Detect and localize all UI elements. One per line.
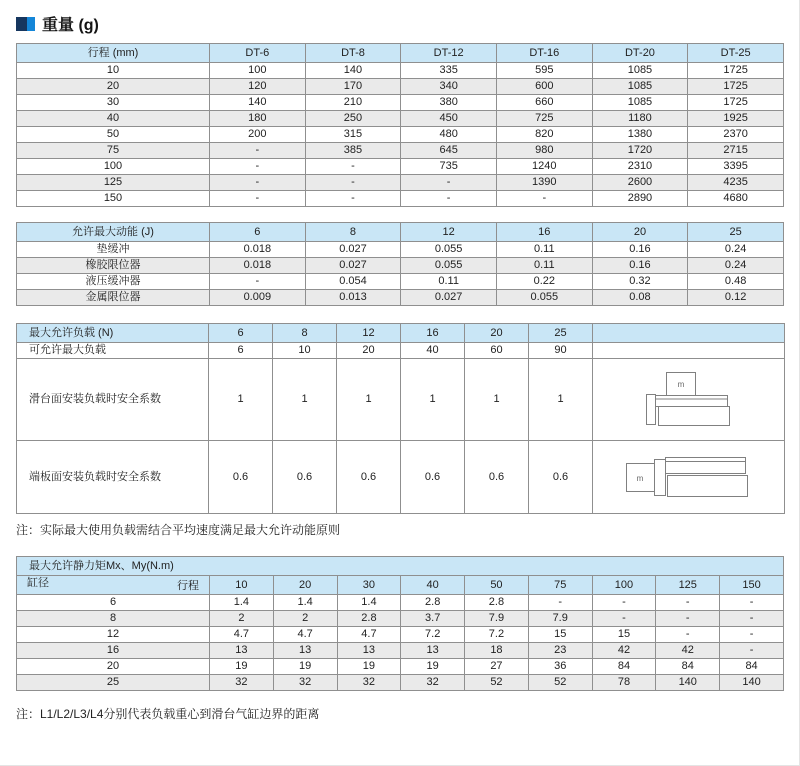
- table-cell: -: [720, 611, 784, 627]
- table-cell: 20: [337, 343, 401, 359]
- table-cell: -: [305, 159, 401, 175]
- table-cell: -: [210, 159, 306, 175]
- table-cell: 23: [528, 643, 592, 659]
- table-cell: -: [720, 627, 784, 643]
- table-cell: 0.22: [496, 274, 592, 290]
- table-cell: 340: [401, 79, 497, 95]
- table-cell: 36: [528, 659, 592, 675]
- table-cell: 52: [465, 675, 529, 691]
- table-cell: 32: [273, 675, 337, 691]
- row-label: 端板面安装负载时安全系数: [17, 441, 209, 514]
- table-cell: 52: [528, 675, 592, 691]
- page-title-text: 重量 (g): [42, 17, 99, 34]
- table-cell: 40: [401, 343, 465, 359]
- table-cell: 1: [529, 359, 593, 441]
- row-label: 橡胶限位器: [17, 258, 210, 274]
- row-label: 10: [17, 63, 210, 79]
- table-row: [17, 643, 784, 659]
- column-header: 100: [592, 576, 656, 595]
- table-cell: 4.7: [337, 627, 401, 643]
- table-cell: 1: [273, 359, 337, 441]
- table-cell: 1240: [496, 159, 592, 175]
- row-label: 25: [17, 675, 210, 691]
- table-cell: 6: [209, 343, 273, 359]
- row-label: 12: [17, 627, 210, 643]
- column-header: 16: [496, 223, 592, 242]
- table-cell: 32: [401, 675, 465, 691]
- table-cell: 84: [656, 659, 720, 675]
- table-cell: 2: [273, 611, 337, 627]
- column-header: 25: [529, 324, 593, 343]
- table-cell: 725: [496, 111, 592, 127]
- table-cell: 480: [401, 127, 497, 143]
- table-cell: 100: [210, 63, 306, 79]
- load-note: 注：实际最大使用负载需结合平均速度满足最大允许动能原则: [16, 523, 341, 537]
- row-label: 可允许最大负载: [17, 343, 209, 359]
- moment-table: [16, 556, 784, 691]
- column-header: 允许最大动能 (J): [17, 223, 210, 242]
- energy-table-header-row: [17, 223, 784, 242]
- table-cell: 4235: [688, 175, 784, 191]
- table-cell: 13: [337, 643, 401, 659]
- table-cell: 1390: [496, 175, 592, 191]
- table-row: [17, 175, 784, 191]
- column-header: 8: [273, 324, 337, 343]
- mass-label: m: [636, 474, 643, 483]
- slide-mount-diagram: [646, 372, 732, 428]
- row-label: 16: [17, 643, 210, 659]
- table-cell: -: [210, 191, 306, 207]
- table-cell: 0.16: [592, 242, 688, 258]
- table-cell: 0.48: [688, 274, 784, 290]
- table-cell: -: [528, 595, 592, 611]
- column-header: DT-25: [688, 44, 784, 63]
- row-label: 30: [17, 95, 210, 111]
- corner-header: [17, 576, 210, 595]
- column-header: 75: [528, 576, 592, 595]
- table-cell: 3395: [688, 159, 784, 175]
- table-cell: 84: [720, 659, 784, 675]
- column-header: 40: [401, 576, 465, 595]
- table-cell: 42: [656, 643, 720, 659]
- row-label: 金属限位器: [17, 290, 210, 306]
- table-cell: -: [720, 595, 784, 611]
- table-cell: 1720: [592, 143, 688, 159]
- table-cell: 0.6: [337, 441, 401, 514]
- table-cell: 1085: [592, 63, 688, 79]
- table-cell: 60: [465, 343, 529, 359]
- max-load-row: [17, 343, 785, 359]
- table-cell: 13: [401, 643, 465, 659]
- table-cell: 0.11: [496, 242, 592, 258]
- table-cell: 1725: [688, 63, 784, 79]
- table-row: [17, 659, 784, 675]
- table-cell: -: [592, 611, 656, 627]
- row-label: 20: [17, 79, 210, 95]
- table-cell: 0.055: [496, 290, 592, 306]
- row-label: 100: [17, 159, 210, 175]
- table-cell: 2890: [592, 191, 688, 207]
- column-header: 最大允许负载 (N): [17, 324, 209, 343]
- column-header: 10: [210, 576, 274, 595]
- row-label: 40: [17, 111, 210, 127]
- table-cell: 1: [337, 359, 401, 441]
- table-cell: 0.08: [592, 290, 688, 306]
- table-cell: 315: [305, 127, 401, 143]
- row-label: 50: [17, 127, 210, 143]
- slide-surface-row: [17, 359, 785, 441]
- energy-table: [16, 222, 784, 306]
- table-row: [17, 290, 784, 306]
- table-cell: 7.2: [465, 627, 529, 643]
- table-cell: 1: [465, 359, 529, 441]
- table-row: [17, 627, 784, 643]
- row-label: 液压缓冲器: [17, 274, 210, 290]
- moment-note: 注：L1/L2/L3/L4分别代表负载重心到滑台气缸边界的距离: [16, 707, 320, 721]
- table-row: [17, 191, 784, 207]
- table-cell: 4680: [688, 191, 784, 207]
- table-cell: 0.11: [401, 274, 497, 290]
- table-cell: 170: [305, 79, 401, 95]
- row-label: 垫缓冲: [17, 242, 210, 258]
- end-mount-diagram-cell: [593, 441, 785, 514]
- table-cell: 140: [305, 63, 401, 79]
- table-cell: 0.055: [401, 242, 497, 258]
- table-cell: 15: [592, 627, 656, 643]
- table-cell: 4.7: [273, 627, 337, 643]
- column-header: 行程 (mm): [17, 44, 210, 63]
- table-cell: 380: [401, 95, 497, 111]
- table-row: [17, 127, 784, 143]
- table-row: [17, 79, 784, 95]
- column-header: 12: [401, 223, 497, 242]
- table-cell: 0.6: [465, 441, 529, 514]
- column-header: DT-6: [210, 44, 306, 63]
- row-label: 125: [17, 175, 210, 191]
- empty-cell: [593, 343, 785, 359]
- table-cell: 7.9: [465, 611, 529, 627]
- mass-label: m: [677, 379, 684, 389]
- table-row: [17, 595, 784, 611]
- end-mount-diagram: [626, 456, 752, 498]
- table-row: [17, 274, 784, 290]
- column-header: DT-8: [305, 44, 401, 63]
- column-header: DT-20: [592, 44, 688, 63]
- column-header: 20: [273, 576, 337, 595]
- column-header: DT-12: [401, 44, 497, 63]
- row-label: 20: [17, 659, 210, 675]
- table-cell: 0.24: [688, 242, 784, 258]
- table-cell: -: [656, 627, 720, 643]
- table-cell: 600: [496, 79, 592, 95]
- table-cell: 1085: [592, 95, 688, 111]
- table-cell: -: [305, 191, 401, 207]
- table-cell: -: [305, 175, 401, 191]
- table-cell: 0.027: [401, 290, 497, 306]
- table-cell: 140: [210, 95, 306, 111]
- table-cell: 1725: [688, 95, 784, 111]
- moment-table-title: 最大允许静力矩Mx、My(N.m): [17, 557, 784, 576]
- column-header: 150: [720, 576, 784, 595]
- table-cell: 200: [210, 127, 306, 143]
- table-cell: 1.4: [337, 595, 401, 611]
- table-cell: 140: [656, 675, 720, 691]
- table-cell: 0.018: [210, 242, 306, 258]
- table-cell: 7.9: [528, 611, 592, 627]
- table-cell: -: [656, 611, 720, 627]
- table-cell: 645: [401, 143, 497, 159]
- column-header: 50: [465, 576, 529, 595]
- table-cell: 1925: [688, 111, 784, 127]
- table-cell: -: [210, 274, 306, 290]
- column-header: 20: [465, 324, 529, 343]
- table-cell: 1.4: [210, 595, 274, 611]
- table-cell: 0.11: [496, 258, 592, 274]
- table-row: [17, 111, 784, 127]
- table-cell: 27: [465, 659, 529, 675]
- table-cell: 0.12: [688, 290, 784, 306]
- table-cell: 385: [305, 143, 401, 159]
- table-cell: 735: [401, 159, 497, 175]
- end-plate-row: [17, 441, 785, 514]
- weight-table: [16, 43, 784, 207]
- table-cell: 0.027: [305, 258, 401, 274]
- load-table-header-row: [17, 324, 785, 343]
- load-table: [16, 323, 785, 514]
- table-cell: 0.055: [401, 258, 497, 274]
- table-cell: -: [720, 643, 784, 659]
- row-label: 8: [17, 611, 210, 627]
- table-cell: -: [656, 595, 720, 611]
- table-cell: 90: [529, 343, 593, 359]
- table-cell: 7.2: [401, 627, 465, 643]
- table-cell: 13: [273, 643, 337, 659]
- table-cell: 0.018: [210, 258, 306, 274]
- table-cell: 18: [465, 643, 529, 659]
- table-cell: 1180: [592, 111, 688, 127]
- table-cell: 0.009: [210, 290, 306, 306]
- page-title: [16, 13, 783, 34]
- table-cell: 0.24: [688, 258, 784, 274]
- table-cell: 15: [528, 627, 592, 643]
- title-bullet-icon: [16, 17, 35, 31]
- table-cell: 0.32: [592, 274, 688, 290]
- table-cell: -: [496, 191, 592, 207]
- column-header: 125: [656, 576, 720, 595]
- table-cell: 0.6: [209, 441, 273, 514]
- table-cell: 42: [592, 643, 656, 659]
- table-cell: 0.027: [305, 242, 401, 258]
- table-cell: 1380: [592, 127, 688, 143]
- column-header: 6: [210, 223, 306, 242]
- table-cell: 595: [496, 63, 592, 79]
- column-header: 30: [337, 576, 401, 595]
- slide-mount-diagram-cell: [593, 359, 785, 441]
- table-row: [17, 675, 784, 691]
- table-cell: 0.16: [592, 258, 688, 274]
- corner-bore-label: 缸径: [27, 577, 49, 589]
- column-header: [593, 324, 785, 343]
- table-cell: 660: [496, 95, 592, 111]
- column-header: DT-16: [496, 44, 592, 63]
- moment-table-title-row: [17, 557, 784, 576]
- row-label: 150: [17, 191, 210, 207]
- table-cell: 0.6: [401, 441, 465, 514]
- row-label: 75: [17, 143, 210, 159]
- table-cell: 84: [592, 659, 656, 675]
- table-cell: -: [592, 595, 656, 611]
- table-cell: 820: [496, 127, 592, 143]
- table-cell: 2: [210, 611, 274, 627]
- table-cell: 0.054: [305, 274, 401, 290]
- row-label: 6: [17, 595, 210, 611]
- table-cell: 210: [305, 95, 401, 111]
- column-header: 12: [337, 324, 401, 343]
- table-cell: 1: [401, 359, 465, 441]
- column-header: 20: [592, 223, 688, 242]
- table-cell: 10: [273, 343, 337, 359]
- table-cell: 180: [210, 111, 306, 127]
- table-cell: 0.6: [529, 441, 593, 514]
- table-cell: -: [210, 143, 306, 159]
- table-row: [17, 159, 784, 175]
- table-cell: 1725: [688, 79, 784, 95]
- table-cell: 0.013: [305, 290, 401, 306]
- table-cell: 1.4: [273, 595, 337, 611]
- corner-stroke-label: 行程: [177, 580, 199, 592]
- column-header: 8: [305, 223, 401, 242]
- column-header: 16: [401, 324, 465, 343]
- table-cell: 250: [305, 111, 401, 127]
- table-cell: 19: [210, 659, 274, 675]
- table-cell: 78: [592, 675, 656, 691]
- table-cell: 32: [337, 675, 401, 691]
- table-row: [17, 242, 784, 258]
- table-cell: 140: [720, 675, 784, 691]
- table-row: [17, 95, 784, 111]
- table-cell: 19: [273, 659, 337, 675]
- table-cell: 2600: [592, 175, 688, 191]
- table-cell: 2.8: [465, 595, 529, 611]
- table-cell: -: [210, 175, 306, 191]
- table-cell: 19: [401, 659, 465, 675]
- table-cell: 2.8: [337, 611, 401, 627]
- table-cell: 2.8: [401, 595, 465, 611]
- table-cell: 1: [209, 359, 273, 441]
- table-cell: 13: [210, 643, 274, 659]
- column-header: 6: [209, 324, 273, 343]
- table-cell: 2370: [688, 127, 784, 143]
- table-cell: 980: [496, 143, 592, 159]
- table-cell: 2310: [592, 159, 688, 175]
- table-cell: 3.7: [401, 611, 465, 627]
- moment-table-header-row: [17, 576, 784, 595]
- column-header: 25: [688, 223, 784, 242]
- table-cell: 0.6: [273, 441, 337, 514]
- table-cell: 32: [210, 675, 274, 691]
- weight-table-header-row: [17, 44, 784, 63]
- table-cell: 1085: [592, 79, 688, 95]
- table-cell: -: [401, 191, 497, 207]
- table-row: [17, 258, 784, 274]
- table-cell: 450: [401, 111, 497, 127]
- table-cell: -: [401, 175, 497, 191]
- table-cell: 335: [401, 63, 497, 79]
- table-cell: 19: [337, 659, 401, 675]
- row-label: 滑台面安装负载时安全系数: [17, 359, 209, 441]
- table-row: [17, 63, 784, 79]
- table-cell: 4.7: [210, 627, 274, 643]
- table-row: [17, 143, 784, 159]
- table-cell: 2715: [688, 143, 784, 159]
- table-row: [17, 611, 784, 627]
- table-cell: 120: [210, 79, 306, 95]
